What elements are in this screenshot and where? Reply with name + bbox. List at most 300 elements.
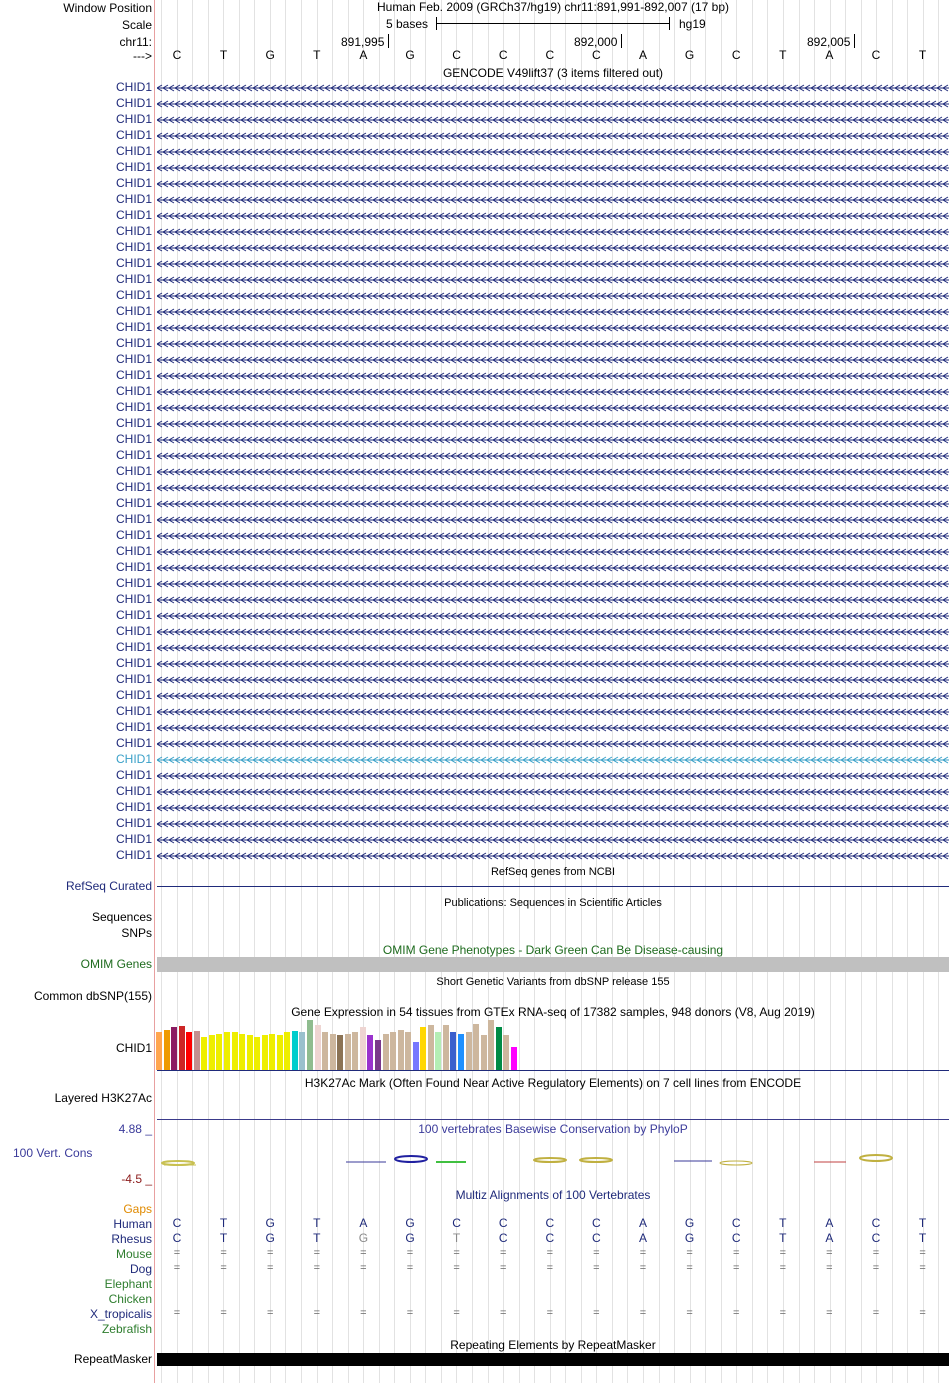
gencode-transcript-line[interactable]	[157, 740, 949, 748]
gtex-tissue-bar[interactable]	[330, 1034, 336, 1070]
gencode-transcript-label[interactable]: CHID1	[115, 528, 152, 542]
alignment-base: G	[265, 1216, 275, 1230]
species-label-rhesus[interactable]: Rhesus	[111, 1232, 152, 1246]
gencode-transcript-line[interactable]	[157, 132, 949, 140]
gtex-tissue-bar[interactable]	[254, 1037, 260, 1070]
gencode-transcript-label[interactable]: CHID1	[115, 336, 152, 350]
gencode-transcript-line[interactable]	[157, 820, 949, 828]
gencode-transcript-label[interactable]: CHID1	[115, 848, 152, 862]
alignment-base: C	[871, 1216, 881, 1230]
position-label-2: 892,000	[574, 35, 618, 49]
gencode-transcript-label[interactable]: CHID1	[115, 720, 152, 734]
alignment-base: T	[779, 1216, 787, 1230]
gtex-tissue-bar[interactable]	[481, 1035, 487, 1070]
gtex-tissue-bar[interactable]	[307, 1020, 313, 1070]
base-letter: G	[684, 48, 695, 62]
alignment-base: =	[499, 1262, 507, 1274]
alignment-base: =	[313, 1247, 321, 1259]
gencode-transcript-line[interactable]	[157, 324, 949, 332]
gtex-tissue-bar[interactable]	[473, 1024, 479, 1070]
gencode-transcript-line[interactable]	[157, 196, 949, 204]
gtex-tissue-bar[interactable]	[345, 1034, 351, 1070]
alignment-base: =	[220, 1247, 227, 1259]
alignment-base: =	[779, 1307, 787, 1319]
gtex-tissue-bar[interactable]	[352, 1032, 358, 1070]
gencode-transcript-line[interactable]	[157, 212, 949, 220]
gtex-tissue-bar[interactable]	[247, 1035, 253, 1070]
gencode-transcript-label[interactable]: CHID1	[115, 608, 152, 622]
gtex-tissue-bar[interactable]	[458, 1034, 464, 1070]
gencode-transcript-label[interactable]: CHID1	[115, 80, 152, 94]
alignment-base: T	[779, 1231, 787, 1245]
gencode-transcript-label[interactable]: CHID1	[115, 448, 152, 462]
gencode-transcript-line[interactable]	[157, 724, 949, 732]
alignment-base: A	[825, 1216, 834, 1230]
alignment-base: =	[220, 1262, 227, 1274]
species-label-dog[interactable]: Dog	[129, 1262, 152, 1276]
h3k27ac-track-title[interactable]: H3K27Ac Mark (Often Found Near Active Regulatory Elements) on 7 cell lines from ENCODE	[304, 1076, 802, 1090]
alignment-base: =	[732, 1262, 740, 1274]
gencode-transcript-line[interactable]	[157, 564, 949, 572]
gencode-transcript-line[interactable]	[157, 244, 949, 252]
gencode-transcript-label[interactable]: CHID1	[115, 144, 152, 158]
gencode-transcript-label[interactable]: CHID1	[115, 384, 152, 398]
base-letter: C	[592, 48, 601, 62]
window-position-label: Window Position	[63, 1, 152, 15]
alignment-base: =	[173, 1247, 181, 1259]
gencode-transcript-label[interactable]: CHID1	[115, 256, 152, 270]
gencode-transcript-label[interactable]: CHID1	[115, 496, 152, 510]
gencode-transcript-label[interactable]: CHID1	[115, 816, 152, 830]
alignment-base: C	[731, 1231, 741, 1245]
dbsnp-track-title[interactable]: Short Genetic Variants from dbSNP release 155	[436, 976, 670, 988]
alignment-base: =	[453, 1247, 460, 1259]
gencode-transcript-label[interactable]: CHID1	[115, 640, 152, 654]
alignment-base: C	[545, 1231, 555, 1245]
publications-label-sequences[interactable]: Sequences	[91, 910, 152, 924]
alignment-base: =	[919, 1247, 926, 1259]
h3k27ac-baseline	[157, 1119, 949, 1120]
gencode-transcript-label[interactable]: CHID1	[115, 544, 152, 558]
gtex-tissue-bar[interactable]	[511, 1047, 517, 1070]
alignment-base: T	[313, 1216, 321, 1230]
species-label-x_tropicalis[interactable]: X_tropicalis	[89, 1307, 152, 1321]
alignment-base: A	[825, 1231, 834, 1245]
gencode-transcript-line[interactable]	[157, 436, 949, 444]
alignment-base: A	[638, 1216, 647, 1230]
gencode-transcript-line[interactable]	[157, 276, 949, 284]
position-tick-3	[854, 34, 855, 48]
alignment-base: T	[918, 1231, 927, 1245]
gencode-transcript-line[interactable]	[157, 484, 949, 492]
position-tick-2	[621, 34, 622, 48]
base-letter: T	[313, 48, 321, 62]
gencode-transcript-line[interactable]	[157, 404, 949, 412]
alignment-base: =	[313, 1307, 321, 1319]
gencode-transcript-line[interactable]	[157, 388, 949, 396]
gtex-tissue-bar[interactable]	[390, 1032, 396, 1070]
refseq-track-label[interactable]: RefSeq Curated	[65, 879, 152, 893]
scale-label: Scale	[121, 18, 152, 32]
gtex-tissue-bar[interactable]	[398, 1030, 404, 1070]
gencode-transcript-label[interactable]: CHID1	[115, 592, 152, 606]
base-letter: C	[871, 48, 881, 62]
position-label-3: 892,005	[807, 35, 851, 49]
alignment-base: =	[732, 1247, 740, 1259]
gencode-transcript-label[interactable]: CHID1	[115, 464, 152, 478]
gencode-transcript-line[interactable]	[157, 340, 949, 348]
gencode-transcript-label[interactable]: CHID1	[115, 736, 152, 750]
alignment-base: =	[266, 1247, 274, 1259]
gtex-tissue-bar[interactable]	[443, 1025, 449, 1070]
gencode-transcript-line[interactable]	[157, 100, 949, 108]
species-label-zebrafish[interactable]: Zebrafish	[101, 1322, 152, 1336]
base-letter: A	[359, 48, 368, 62]
base-letter: A	[825, 48, 834, 62]
phylop-min-label: -4.5 _	[121, 1172, 152, 1186]
gtex-baseline	[157, 1070, 949, 1071]
gtex-tissue-bar[interactable]	[194, 1031, 200, 1070]
gtex-tissue-bar[interactable]	[277, 1035, 283, 1070]
alignment-base: C	[731, 1216, 741, 1230]
strand-label: --->	[133, 49, 152, 63]
gencode-transcript-label[interactable]: CHID1	[115, 272, 152, 286]
gtex-tissue-bar[interactable]	[496, 1027, 502, 1070]
alignment-base: =	[173, 1307, 181, 1319]
gencode-transcript-label[interactable]: CHID1	[115, 688, 152, 702]
gencode-transcript-label[interactable]: CHID1	[115, 224, 152, 238]
alignment-base: =	[266, 1307, 274, 1319]
gtex-tissue-bar[interactable]	[375, 1040, 381, 1070]
gencode-transcript-line[interactable]	[157, 852, 949, 860]
omim-track-label[interactable]: OMIM Genes	[80, 957, 152, 971]
gencode-transcript-label[interactable]: CHID1	[115, 480, 152, 494]
gencode-transcript-line[interactable]	[157, 708, 949, 716]
gencode-transcript-line[interactable]	[157, 676, 949, 684]
gtex-tissue-bar[interactable]	[405, 1032, 411, 1070]
gencode-transcript-label[interactable]: CHID1	[115, 176, 152, 190]
gtex-tissue-bar[interactable]	[503, 1035, 509, 1070]
gencode-transcript-line[interactable]	[157, 692, 949, 700]
phylop-signal[interactable]	[156, 1150, 950, 1172]
gencode-transcript-label[interactable]: CHID1	[115, 96, 152, 110]
alignment-base: G	[405, 1231, 415, 1245]
gtex-tissue-bar[interactable]	[209, 1035, 215, 1070]
alignment-base: T	[918, 1216, 927, 1230]
gencode-transcript-line[interactable]	[157, 356, 949, 364]
gencode-transcript-line[interactable]	[157, 596, 949, 604]
gtex-tissue-bar[interactable]	[466, 1032, 472, 1070]
species-label-gaps[interactable]: Gaps	[123, 1202, 152, 1216]
gencode-transcript-label[interactable]: CHID1	[115, 320, 152, 334]
gencode-transcript-label[interactable]: CHID1	[115, 128, 152, 142]
phylop-max-label: 4.88 _	[118, 1122, 152, 1136]
gtex-tissue-bar[interactable]	[428, 1025, 434, 1070]
base-letter: A	[638, 48, 647, 62]
refseq-gene-line[interactable]	[157, 886, 949, 887]
refseq-track-title[interactable]: RefSeq genes from NCBI	[490, 866, 616, 878]
alignment-base: G	[358, 1231, 369, 1245]
alignment-base: =	[686, 1262, 693, 1274]
position-tick-1	[388, 34, 389, 48]
gtex-tissue-bar[interactable]	[269, 1034, 275, 1070]
gencode-transcript-line[interactable]	[157, 644, 949, 652]
alignment-base: =	[546, 1247, 554, 1259]
gencode-transcript-label[interactable]: CHID1	[115, 560, 152, 574]
gencode-transcript-line[interactable]	[157, 372, 949, 380]
gtex-tissue-bar[interactable]	[284, 1032, 290, 1070]
multiz-track-title[interactable]: Multiz Alignments of 100 Vertebrates	[455, 1188, 651, 1202]
alignment-base: =	[779, 1247, 787, 1259]
alignment-base: C	[592, 1231, 601, 1245]
gencode-transcript-label[interactable]: CHID1	[115, 656, 152, 670]
repeatmasker-track-label[interactable]: RepeatMasker	[73, 1352, 152, 1366]
alignment-base: =	[826, 1247, 833, 1259]
gencode-transcript-line[interactable]	[157, 164, 949, 172]
alignment-base: G	[684, 1216, 695, 1230]
gencode-transcript-line[interactable]	[157, 804, 949, 812]
gencode-transcript-line[interactable]	[157, 468, 949, 476]
gtex-tissue-bar[interactable]	[171, 1027, 177, 1070]
base-letter: C	[498, 48, 508, 62]
alignment-base: C	[871, 1231, 881, 1245]
alignment-base: T	[452, 1231, 461, 1245]
alignment-base: =	[593, 1262, 600, 1274]
alignment-base: =	[779, 1262, 787, 1274]
gencode-transcript-line[interactable]	[157, 308, 949, 316]
gencode-transcript-line[interactable]	[157, 660, 949, 668]
gtex-bar-chart[interactable]	[156, 1020, 556, 1070]
gencode-transcript-line[interactable]	[157, 452, 949, 460]
alignment-base: =	[360, 1307, 367, 1319]
gtex-tissue-bar[interactable]	[239, 1034, 245, 1070]
gencode-transcript-line[interactable]	[157, 628, 949, 636]
alignment-base: A	[359, 1216, 368, 1230]
alignment-base: =	[872, 1307, 880, 1319]
alignment-base: G	[684, 1231, 695, 1245]
omim-track-title[interactable]: OMIM Gene Phenotypes - Dark Green Can Be Disease-causing	[382, 943, 724, 957]
gtex-tissue-bar[interactable]	[262, 1035, 268, 1070]
alignment-base: C	[452, 1216, 461, 1230]
gtex-tissue-bar[interactable]	[232, 1032, 238, 1070]
gencode-transcript-label[interactable]: CHID1	[115, 160, 152, 174]
gtex-track-label[interactable]: CHID1	[115, 1041, 152, 1055]
alignment-base: T	[219, 1216, 228, 1230]
gtex-tissue-bar[interactable]	[420, 1027, 426, 1070]
base-letter: T	[219, 48, 228, 62]
gencode-transcript-line[interactable]	[157, 116, 949, 124]
alignment-base: =	[872, 1247, 880, 1259]
species-label-chicken[interactable]: Chicken	[108, 1292, 152, 1306]
repeatmasker-track-title[interactable]: Repeating Elements by RepeatMasker	[450, 1338, 656, 1352]
phylop-track-title[interactable]: 100 vertebrates Basewise Conservation by PhyloP	[418, 1122, 688, 1136]
gtex-tissue-bar[interactable]	[435, 1032, 441, 1070]
alignment-base: =	[453, 1262, 460, 1274]
omim-gene-bar[interactable]	[157, 957, 949, 972]
gencode-transcript-line[interactable]	[157, 420, 949, 428]
gtex-tissue-bar[interactable]	[201, 1037, 207, 1070]
species-label-mouse[interactable]: Mouse	[115, 1247, 152, 1261]
position-label-1: 891,995	[341, 35, 385, 49]
scale-bases-text: 5 bases	[386, 17, 429, 31]
base-letter: C	[172, 48, 182, 62]
publications-label-snps[interactable]: SNPs	[121, 926, 152, 940]
alignment-base: G	[405, 1216, 415, 1230]
alignment-base: =	[499, 1307, 507, 1319]
label-divider	[154, 0, 155, 1383]
gencode-transcript-line[interactable]	[157, 228, 949, 236]
gencode-transcript-label[interactable]: CHID1	[115, 800, 152, 814]
alignment-base: =	[360, 1262, 367, 1274]
gencode-transcript-label[interactable]: CHID1	[115, 240, 152, 254]
dbsnp-track-label[interactable]: Common dbSNP(155)	[33, 989, 152, 1003]
gtex-tissue-bar[interactable]	[164, 1030, 170, 1070]
gtex-tissue-bar[interactable]	[156, 1032, 162, 1070]
alignment-base: =	[872, 1262, 880, 1274]
phylop-track-label[interactable]: 100 Vert. Cons	[13, 1146, 93, 1160]
gencode-transcript-line[interactable]	[157, 756, 949, 764]
gtex-tissue-bar[interactable]	[179, 1026, 185, 1070]
base-letter: T	[918, 48, 927, 62]
gencode-transcript-line[interactable]	[157, 180, 949, 188]
gtex-tissue-bar[interactable]	[299, 1032, 305, 1070]
phylop-glyphs	[162, 1155, 892, 1165]
alignment-base: C	[592, 1216, 601, 1230]
gencode-transcript-label[interactable]: CHID1	[115, 432, 152, 446]
base-letter: G	[405, 48, 415, 62]
alignment-base: =	[313, 1262, 321, 1274]
gencode-transcript-label[interactable]: CHID1	[115, 288, 152, 302]
gencode-transcript-line[interactable]	[157, 84, 949, 92]
base-letter: C	[731, 48, 741, 62]
alignment-base: =	[360, 1247, 367, 1259]
gencode-transcript-line[interactable]	[157, 532, 949, 540]
alignment-base: T	[219, 1231, 228, 1245]
gencode-transcript-label[interactable]: CHID1	[115, 400, 152, 414]
alignment-base: T	[313, 1231, 321, 1245]
gencode-transcript-label[interactable]: CHID1	[115, 304, 152, 318]
gencode-transcript-label[interactable]: CHID1	[115, 512, 152, 526]
alignment-base: =	[686, 1307, 693, 1319]
alignment-base: C	[498, 1216, 508, 1230]
alignment-base: =	[593, 1307, 600, 1319]
base-letter: C	[545, 48, 555, 62]
gencode-transcript-label[interactable]: CHID1	[115, 832, 152, 846]
gencode-transcript-label[interactable]: CHID1	[115, 752, 152, 766]
scale-bar	[436, 17, 670, 30]
gtex-tissue-bar[interactable]	[413, 1042, 419, 1070]
species-label-elephant[interactable]: Elephant	[104, 1277, 152, 1291]
gtex-tissue-bar[interactable]	[337, 1035, 343, 1070]
gencode-transcript-label[interactable]: CHID1	[115, 768, 152, 782]
gencode-transcript-line[interactable]	[157, 516, 949, 524]
gtex-tissue-bar[interactable]	[315, 1025, 321, 1070]
gencode-transcript-label[interactable]: CHID1	[115, 624, 152, 638]
base-letter: G	[265, 48, 275, 62]
alignment-base: =	[266, 1262, 274, 1274]
db-name-text: hg19	[679, 17, 706, 31]
gtex-tissue-bar[interactable]	[292, 1031, 298, 1070]
gencode-transcript-line[interactable]	[157, 836, 949, 844]
alignment-base: =	[639, 1307, 647, 1319]
gencode-transcript-line[interactable]	[157, 292, 949, 300]
gencode-transcript-line[interactable]	[157, 612, 949, 620]
gtex-tissue-bar[interactable]	[360, 1027, 366, 1070]
gencode-transcript-line[interactable]	[157, 500, 949, 508]
repeatmasker-bar[interactable]	[157, 1353, 949, 1366]
alignment-base: =	[639, 1262, 647, 1274]
alignment-base: C	[172, 1231, 182, 1245]
alignment-base: =	[593, 1247, 600, 1259]
gtex-tissue-bar[interactable]	[450, 1032, 456, 1070]
alignment-base: =	[406, 1307, 414, 1319]
gencode-transcript-label[interactable]: CHID1	[115, 784, 152, 798]
gtex-tissue-bar[interactable]	[488, 1020, 494, 1070]
gencode-transcript-line[interactable]	[157, 788, 949, 796]
alignment-base: =	[732, 1307, 740, 1319]
alignment-base: C	[172, 1216, 182, 1230]
gencode-transcript-label[interactable]: CHID1	[115, 192, 152, 206]
alignment-base: =	[406, 1247, 414, 1259]
species-label-human[interactable]: Human	[113, 1217, 152, 1231]
gencode-transcript-label[interactable]: CHID1	[115, 208, 152, 222]
alignment-base: =	[919, 1307, 926, 1319]
gencode-track-title[interactable]: GENCODE V49lift37 (3 items filtered out)	[442, 66, 664, 80]
alignment-base: G	[265, 1231, 275, 1245]
assembly-position-text: Human Feb. 2009 (GRCh37/hg19) chr11:891,991-892,007 (17 bp)	[376, 0, 729, 14]
alignment-base: =	[499, 1247, 507, 1259]
alignment-base: =	[453, 1307, 460, 1319]
gencode-transcript-label[interactable]: CHID1	[115, 576, 152, 590]
gencode-transcript-label[interactable]: CHID1	[115, 368, 152, 382]
gtex-track-title[interactable]: Gene Expression in 54 tissues from GTEx RNA-seq of 17382 samples, 948 donors (V8, Aug 2019)	[291, 1005, 815, 1019]
alignment-base: C	[545, 1216, 555, 1230]
gencode-transcript-label[interactable]: CHID1	[115, 112, 152, 126]
alignment-base: =	[826, 1307, 833, 1319]
alignment-base: =	[406, 1262, 414, 1274]
gencode-transcript-label[interactable]: CHID1	[115, 352, 152, 366]
alignment-base: =	[546, 1262, 554, 1274]
gencode-transcript-line[interactable]	[157, 148, 949, 156]
chrom-label: chr11:	[119, 35, 152, 49]
publications-track-title[interactable]: Publications: Sequences in Scientific Articles	[444, 897, 662, 909]
gencode-transcript-line[interactable]	[157, 260, 949, 268]
alignment-base: A	[638, 1231, 647, 1245]
gtex-tissue-bar[interactable]	[216, 1034, 222, 1070]
alignment-base: =	[220, 1307, 227, 1319]
gtex-tissue-bar[interactable]	[224, 1032, 230, 1070]
gencode-transcript-label[interactable]: CHID1	[115, 704, 152, 718]
alignment-base: =	[919, 1262, 926, 1274]
gtex-tissue-bar[interactable]	[367, 1035, 373, 1070]
gtex-tissue-bar[interactable]	[322, 1032, 328, 1070]
base-letter: T	[779, 48, 787, 62]
alignment-base: =	[826, 1262, 833, 1274]
gencode-transcript-line[interactable]	[157, 772, 949, 780]
gencode-transcript-label[interactable]: CHID1	[115, 416, 152, 430]
base-letter: C	[452, 48, 461, 62]
gtex-tissue-bar[interactable]	[186, 1032, 192, 1070]
gencode-transcript-line[interactable]	[157, 580, 949, 588]
alignment-base: =	[546, 1307, 554, 1319]
gencode-transcript-line[interactable]	[157, 548, 949, 556]
alignment-base: =	[639, 1247, 647, 1259]
gencode-transcript-label[interactable]: CHID1	[115, 672, 152, 686]
alignment-base: =	[173, 1262, 181, 1274]
gtex-tissue-bar[interactable]	[383, 1034, 389, 1070]
alignment-base: C	[498, 1231, 508, 1245]
h3k27ac-track-label[interactable]: Layered H3K27Ac	[54, 1091, 152, 1105]
